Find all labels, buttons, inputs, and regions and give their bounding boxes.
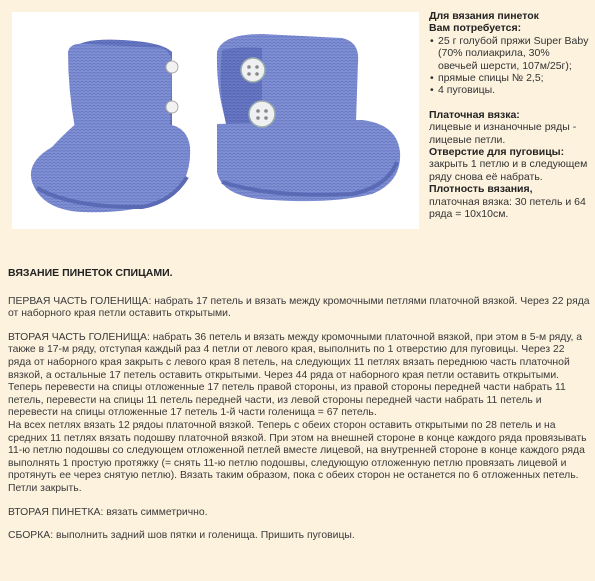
materials-item: • прямые спицы № 2,5; — [429, 72, 589, 84]
density-text: платочная вязка: 30 петель и 64 ряда = 10x10см. — [429, 195, 586, 221]
garter-heading: Платочная вязка: — [429, 108, 520, 121]
density-heading: Плотность вязания, — [429, 183, 533, 196]
left-bootie — [31, 40, 190, 213]
hole-text: закрыть 1 петлю и в следующем ряду снова её набрать. — [429, 158, 588, 183]
booties-illustration — [12, 12, 419, 229]
booties-photo — [12, 12, 419, 229]
materials-heading: Для вязания пинеток — [429, 10, 539, 22]
materials-item: • 25 г голубой пряжи Super Baby (70% полиакрила, 30% овечьей шерсти, 107м/25г); — [429, 35, 589, 72]
paragraph-first-part: ПЕРВАЯ ЧАСТЬ ГОЛЕНИЩА: набрать 17 петель и вязать между кромочными петлями платочной вязкой. Через 22 ряда от наборного края петли оставить открытыми. — [8, 295, 590, 320]
right-bootie — [217, 34, 400, 201]
hole-heading: Отверстие для пуговицы: — [429, 146, 565, 159]
garter-text: лицевые и изнаночные ряды - лицевые петли. — [429, 121, 577, 146]
materials-subheading: Вам потребуется: — [429, 22, 522, 35]
instructions — [8, 267, 590, 554]
paragraph-assembly: СБОРКА: выполнить задний шов пятки и голенища. Пришить пуговицы. — [8, 530, 355, 542]
materials-sidebar — [429, 10, 589, 221]
paragraph-sole: На всех петлях вязать 12 рядоы платочной вязкой. Теперь с обеих сторон оставить открытыми по 28 петель и на средних 11 петлях вязать подошву платочной вязкой. При этом на внешней стороне в конце каждого ряда провязывать 11-ю петлю подошвы со следующем отложенной петлей вместе лицевой, на внутренней стороне в конце каждого ряда выполнять 1 простую протяжку (= снять 11-ю петлю подошвы, следующую отложенную петлю провязать лицевой и протянуть ее через снятую петлю). Вязать таким образом, пока с обеих сторон не останется по 6 отложенных петель. Петли закрыть. — [8, 419, 587, 494]
materials-item: • 4 пуговицы. — [429, 84, 589, 96]
paragraph-second-part: ВТОРАЯ ЧАСТЬ ГОЛЕНИЩА: набрать 36 петель и вязать между кромочными платочной вязкой, при этом в 5-м ряду, а также в 17-м ряду, отступая каждый раз 4 петли от левого края, выполнить по 1 отверстию для пуговицы. Через 22 ряда от наборного края закрыть с левого края 8 петель, на следующих 11 петлях вязать переднюю часть платочной вязкой, а остальные 17 петель оставить открытыми. Через 44 ряда от наборного края петли оставить открытыми. Теперь перевести на спицы отложенные 17 петель правой стороны, из правой стороны передней части набрать 11 петель, перевести на спицы 11 петель передней части, из левой стороны передней части набрать 11 петель и перевести на спицы отложенные 17 петель 1-й части голенища = 67 петель. — [8, 331, 583, 419]
materials-list — [429, 35, 589, 97]
paragraph-second-bootie: ВТОРАЯ ПИНЕТКА: вязать симметрично. — [8, 506, 208, 518]
instructions-title: ВЯЗАНИЕ ПИНЕТОК СПИЦАМИ. — [8, 267, 173, 279]
